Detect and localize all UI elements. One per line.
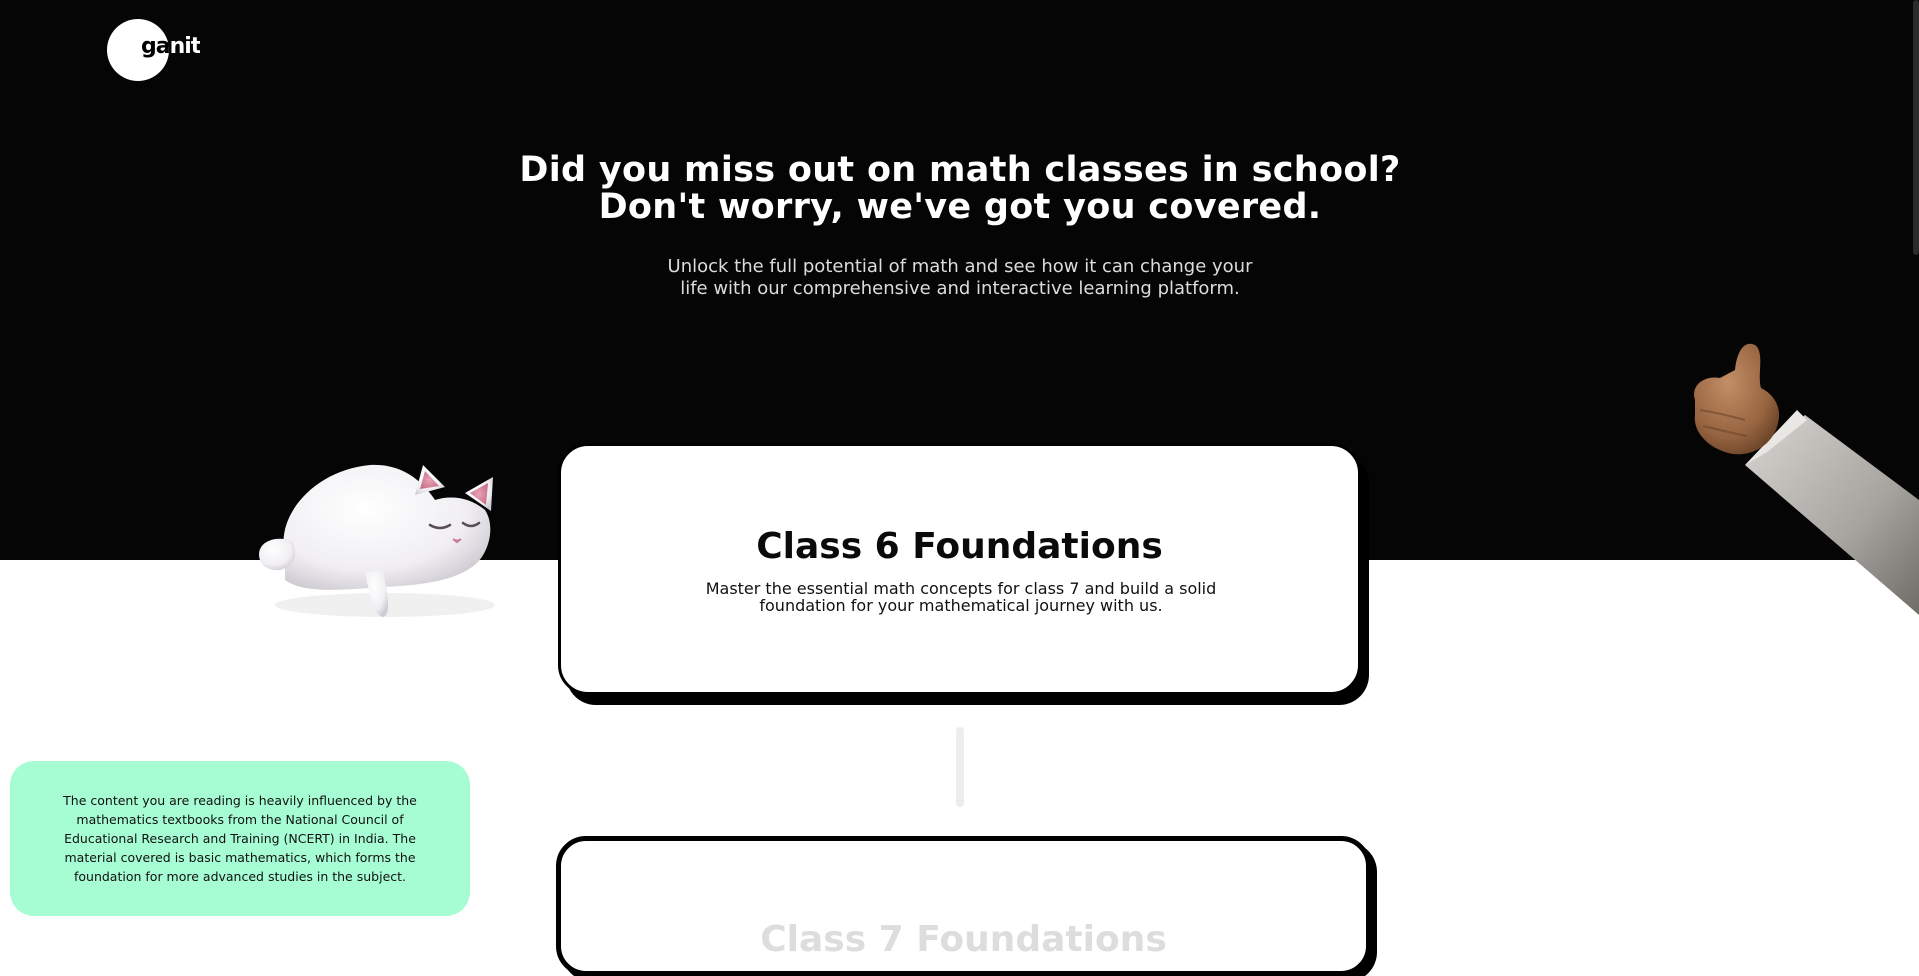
- logo[interactable]: [107, 19, 207, 81]
- course-card-title: Class 6 Foundations: [756, 526, 1163, 567]
- course-card-class-6[interactable]: [558, 443, 1361, 695]
- page-scrollbar[interactable]: [1913, 0, 1919, 255]
- thumbs-up-hand-illustration: [1675, 340, 1919, 620]
- hero-headline-line2: Don't worry, we've got you covered.: [598, 187, 1322, 227]
- course-card-title: Class 7 Foundations: [760, 919, 1167, 960]
- course-card-class-7[interactable]: [556, 836, 1371, 976]
- hero-headline-line1: Did you miss out on math classes in school?: [519, 150, 1401, 190]
- sleeping-cat-illustration: [255, 455, 520, 625]
- hero-subtitle: Unlock the full potential of math and see how it can change your life with our comprehensive and interactive learning platform.: [667, 256, 1253, 299]
- hero-headline: [460, 152, 1460, 226]
- timeline-connector: [956, 727, 964, 807]
- ncert-notice-text: The content you are reading is heavily influenced by the mathematics textbooks from the National Council of Educational Research and Training (NCERT) in India. The material covered is basic mathematics, which forms the foundation for more advanced studies in the subject.: [63, 793, 417, 884]
- course-card-description: Master the essential math concepts for class 7 and build a solid foundation for your mathematical journey with us.: [705, 579, 1217, 615]
- logo-wordmark: ganit: [141, 34, 201, 59]
- ncert-notice: [10, 761, 470, 916]
